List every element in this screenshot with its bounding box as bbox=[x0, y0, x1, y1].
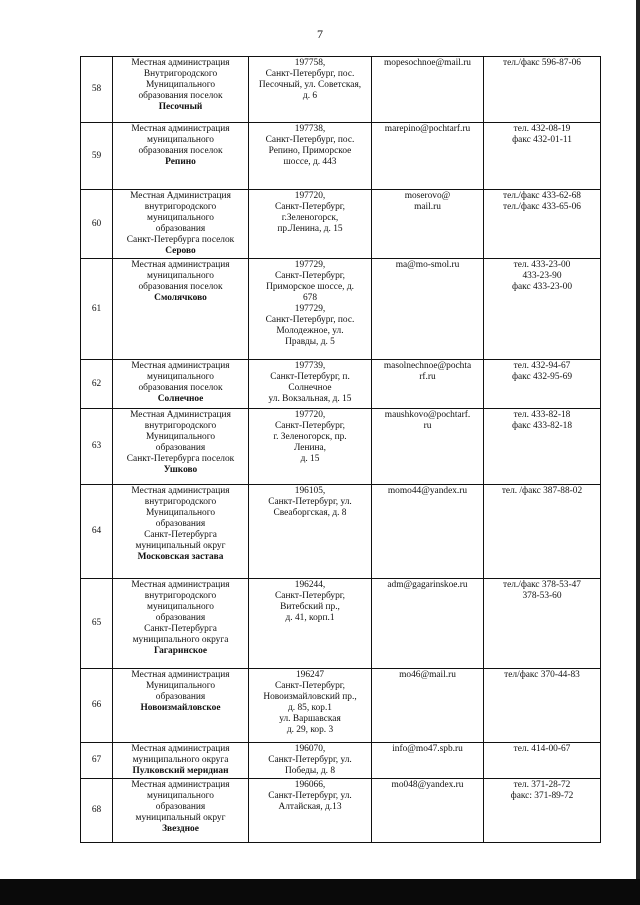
locality-name: Солнечное bbox=[157, 394, 204, 404]
address-cell: 197720, Санкт-Петербург, г.Зеленогорск, пр.Ленина, д. 15 bbox=[249, 190, 372, 259]
phone-cell: тел./факс 596-87-06 bbox=[484, 57, 601, 123]
table-row bbox=[81, 57, 601, 123]
email-cell: mopesochnoe@mail.ru bbox=[372, 57, 484, 123]
address-cell: 196244, Санкт-Петербург, Витебский пр., д. 41, корп.1 bbox=[249, 579, 372, 669]
organization-cell bbox=[113, 779, 249, 843]
organization-name: Местная администрация муниципального образования муниципальный округ bbox=[131, 780, 230, 823]
email-cell: maushkovo@pochtarf. ru bbox=[372, 409, 484, 485]
organization-name: Местная Администрация внутригородского муниципального образования Санкт-Петербурга поселок bbox=[126, 191, 235, 245]
address-cell: 196070, Санкт-Петербург, ул. Победы, д. 8 bbox=[249, 743, 372, 779]
phone-cell: тел. 414-00-67 bbox=[484, 743, 601, 779]
organization-cell bbox=[113, 743, 249, 779]
row-number: 62 bbox=[81, 360, 113, 409]
email-cell: momo44@yandex.ru bbox=[372, 485, 484, 579]
phone-cell: тел. 433-23-00 433-23-90 факс 433-23-00 bbox=[484, 259, 601, 360]
phone-cell: тел. 432-08-19 факс 432-01-11 bbox=[484, 123, 601, 190]
organization-cell bbox=[113, 485, 249, 579]
organization-cell bbox=[113, 57, 249, 123]
phone-cell: тел/факс 370-44-83 bbox=[484, 669, 601, 743]
scan-edge-bottom bbox=[0, 879, 640, 905]
address-cell: 196105, Санкт-Петербург, ул. Свеаборгская, д. 8 bbox=[249, 485, 372, 579]
locality-name: Московская застава bbox=[137, 552, 224, 562]
row-number: 66 bbox=[81, 669, 113, 743]
organization-name: Местная администрация муниципального образования поселок bbox=[131, 124, 230, 156]
row-number: 68 bbox=[81, 779, 113, 843]
locality-name: Ушково bbox=[163, 465, 198, 475]
email-cell: ma@mo-smol.ru bbox=[372, 259, 484, 360]
address-cell: 197729, Санкт-Петербург, Приморское шоссе, д. 678 197729, Санкт-Петербург, пос. Молодежное, ул. Правды, д. 5 bbox=[249, 259, 372, 360]
table-row bbox=[81, 259, 601, 360]
address-cell: 196247 Санкт-Петербург, Новоизмайловский пр., д. 85, кор.1 ул. Варшавская д. 29, кор. 3 bbox=[249, 669, 372, 743]
phone-cell: тел. /факс 387-88-02 bbox=[484, 485, 601, 579]
locality-name: Песочный bbox=[158, 102, 203, 112]
row-number: 58 bbox=[81, 57, 113, 123]
table-row bbox=[81, 743, 601, 779]
phone-cell: тел./факс 378-53-47 378-53-60 bbox=[484, 579, 601, 669]
address-cell: 197739, Санкт-Петербург, п. Солнечное ул. Вокзальная, д. 15 bbox=[249, 360, 372, 409]
organization-cell bbox=[113, 259, 249, 360]
organization-name: Местная администрация муниципального образования поселок bbox=[131, 361, 230, 393]
email-cell: info@mo47.spb.ru bbox=[372, 743, 484, 779]
locality-name: Звездное bbox=[162, 824, 199, 834]
row-number: 60 bbox=[81, 190, 113, 259]
locality-name: Гагаринское bbox=[153, 646, 208, 656]
organization-cell bbox=[113, 579, 249, 669]
address-cell: 197720, Санкт-Петербург, г. Зеленогорск, пр. Ленина, д. 15 bbox=[249, 409, 372, 485]
address-cell: 196066, Санкт-Петербург, ул. Алтайская, д.13 bbox=[249, 779, 372, 843]
email-cell: marepino@pochtarf.ru bbox=[372, 123, 484, 190]
row-number: 65 bbox=[81, 579, 113, 669]
table-body bbox=[81, 57, 601, 843]
table-row bbox=[81, 669, 601, 743]
scan-edge-right bbox=[636, 0, 640, 905]
email-cell: mo048@yandex.ru bbox=[372, 779, 484, 843]
organization-cell bbox=[113, 669, 249, 743]
phone-cell: тел./факс 433-62-68 тел./факс 433-65-06 bbox=[484, 190, 601, 259]
table-row bbox=[81, 123, 601, 190]
organization-name: Местная администрация муниципального округа bbox=[131, 744, 230, 765]
locality-name: Серово bbox=[165, 246, 196, 256]
row-number: 59 bbox=[81, 123, 113, 190]
address-cell: 197758, Санкт-Петербург, пос. Песочный, ул. Советская, д. 6 bbox=[249, 57, 372, 123]
phone-cell: тел. 432-94-67 факс 432-95-69 bbox=[484, 360, 601, 409]
address-cell: 197738, Санкт-Петербург, пос. Репино, Приморское шоссе, д. 443 bbox=[249, 123, 372, 190]
organization-cell bbox=[113, 409, 249, 485]
table-row bbox=[81, 409, 601, 485]
organization-cell bbox=[113, 190, 249, 259]
organization-name: Местная администрация внутригородского муниципального образования Санкт-Петербурга муниципального округа bbox=[131, 580, 230, 645]
locality-name: Пулковский меридиан bbox=[132, 766, 229, 776]
email-cell: adm@gagarinskoe.ru bbox=[372, 579, 484, 669]
locality-name: Репино bbox=[165, 157, 196, 167]
row-number: 63 bbox=[81, 409, 113, 485]
organization-name: Местная администрация Муниципального образования bbox=[131, 670, 230, 702]
table-row bbox=[81, 579, 601, 669]
organization-cell bbox=[113, 360, 249, 409]
organization-name: Местная администрация муниципального образования поселок bbox=[131, 260, 230, 292]
email-cell: masolnechnoe@pochta rf.ru bbox=[372, 360, 484, 409]
locality-name: Новоизмайловское bbox=[140, 703, 221, 713]
email-cell: mo46@mail.ru bbox=[372, 669, 484, 743]
phone-cell: тел. 433-82-18 факс 433-82-18 bbox=[484, 409, 601, 485]
organization-name: Местная администрация Внутригородского Муниципального образования поселок bbox=[131, 58, 230, 101]
organization-name: Местная Администрация внутригородского Муниципального образования Санкт-Петербурга поселок bbox=[126, 410, 235, 464]
locality-name: Смолячково bbox=[154, 293, 207, 303]
row-number: 64 bbox=[81, 485, 113, 579]
table-row bbox=[81, 485, 601, 579]
email-cell: moserovo@ mail.ru bbox=[372, 190, 484, 259]
page-number: 7 bbox=[317, 27, 323, 41]
table-row bbox=[81, 190, 601, 259]
table-row bbox=[81, 779, 601, 843]
organization-cell bbox=[113, 123, 249, 190]
row-number: 61 bbox=[81, 259, 113, 360]
table-row bbox=[81, 360, 601, 409]
organization-name: Местная администрация внутригородского Муниципального образования Санкт-Петербурга муниципальный округ bbox=[131, 486, 230, 551]
row-number: 67 bbox=[81, 743, 113, 779]
administrations-table bbox=[80, 56, 601, 843]
phone-cell: тел. 371-28-72 факс: 371-89-72 bbox=[484, 779, 601, 843]
